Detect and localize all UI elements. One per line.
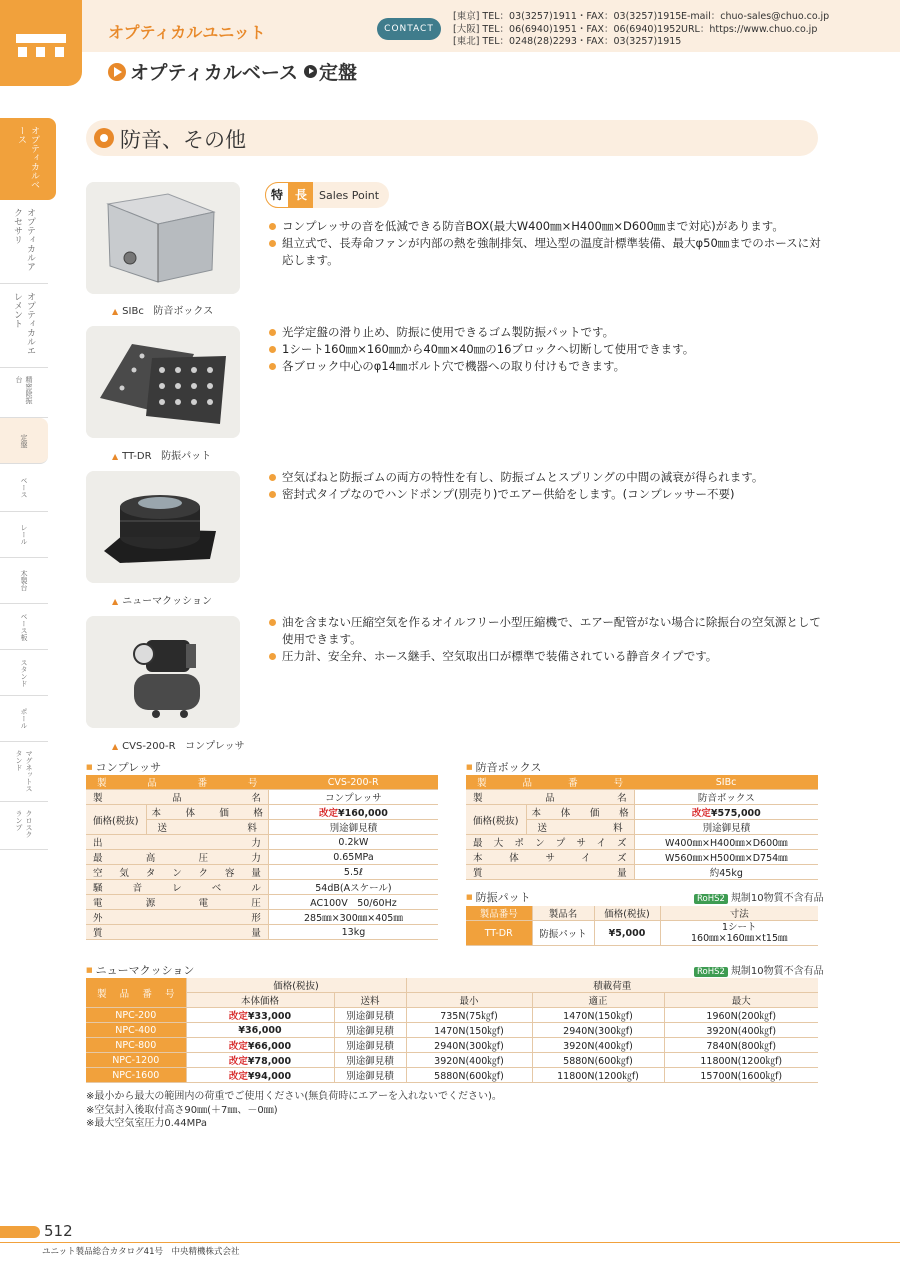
table-row-label: 質量	[466, 865, 634, 880]
body-price-value: 改定¥575,000	[634, 805, 818, 820]
compressor-features	[268, 614, 823, 665]
compressor-image	[86, 616, 240, 728]
cushion-spec-table	[86, 978, 818, 1083]
cushion-features	[268, 469, 823, 503]
breadcrumb-sub: 定盤	[318, 62, 357, 84]
table-row-value: コンプレッサ	[268, 790, 438, 805]
compressor-spec-table	[86, 775, 438, 940]
contact-badge: CONTACT	[377, 18, 441, 40]
sidebar-item-stand[interactable]: スタンド	[0, 650, 48, 696]
feature-bullet: 光学定盤の滑り止め、防振に使用できるゴム製防振パットです。	[268, 324, 823, 341]
sidebar-item-magnet-stand[interactable]: マグネットスタンド	[0, 742, 48, 802]
page-number: 512	[44, 1222, 73, 1240]
cushion-code: NPC-1600	[86, 1068, 186, 1083]
soundbox-caption	[112, 302, 213, 317]
col-header: 製品番号	[466, 906, 532, 921]
cushion-table-title: ■ ニューマクッション	[86, 962, 194, 978]
table-row-value: 約45kg	[634, 865, 818, 880]
cushion-min: 2940N(300㎏f)	[406, 1038, 532, 1053]
body-price-label: 本体価格	[526, 805, 634, 820]
cushion-max: 15700N(1600㎏f)	[664, 1068, 818, 1083]
rohs-text: 規制10物質不含有品	[730, 893, 824, 904]
cushion-image	[86, 471, 240, 583]
table-row-value: 13kg	[268, 925, 438, 940]
table-row-label: 本体サイズ	[466, 850, 634, 865]
cushion-opt: 1470N(150㎏f)	[532, 1008, 664, 1023]
feature-bullet: 各ブロック中心のφ14㎜ボルト穴で機器への取り付けもできます。	[268, 358, 823, 375]
soundbox-table-title: ■ 防音ボックス	[466, 759, 542, 775]
table-header-label: 製品番号	[86, 775, 268, 790]
table-row-label: 騒音レベル	[86, 880, 268, 895]
cushion-max: 3920N(400㎏f)	[664, 1023, 818, 1038]
triangle-up-icon: ▲	[112, 307, 119, 316]
cushion-ship: 別途御見積	[334, 1023, 406, 1038]
table-row-label: 製品名	[86, 790, 268, 805]
tel-block	[453, 11, 681, 49]
sales-point-char-2: 長	[289, 182, 313, 208]
sidebar-item-pole[interactable]: ポール	[0, 696, 48, 742]
sidebar-item-rail[interactable]: レール	[0, 512, 48, 558]
shipping-label: 送料	[146, 820, 268, 835]
table-row-label: 空気タンク容量	[86, 865, 268, 880]
cushion-name: ニューマクッション	[122, 596, 212, 607]
cushion-code: NPC-800	[86, 1038, 186, 1053]
cushion-min: 735N(75㎏f)	[406, 1008, 532, 1023]
table-header-value: SIBc	[634, 775, 818, 790]
pad-code: TT-DR	[466, 921, 532, 946]
col-header-code: 製品番号	[86, 978, 186, 1008]
compressor-table-title: ■ コンプレッサ	[86, 759, 161, 775]
section-title-text: 防音、その他	[120, 128, 246, 152]
feature-bullet: 空気ばねと防振ゴムの両方の特性を有し、防振ゴムとスプリングの中間の減衰が得られます。	[268, 469, 823, 486]
breadcrumb	[108, 58, 357, 85]
cushion-price: 改定¥33,000	[186, 1008, 334, 1023]
col-header: 製品名	[532, 906, 594, 921]
col-header-load: 積載荷重	[406, 978, 818, 993]
rohs-note	[694, 889, 824, 904]
sidebar-item-base-plate[interactable]: ベース板	[0, 604, 48, 650]
body-price-label: 本体価格	[146, 805, 268, 820]
cushion-price: 改定¥94,000	[186, 1068, 334, 1083]
table-row	[86, 1068, 818, 1083]
page-footer	[0, 1242, 900, 1257]
cushion-ship: 別途御見積	[334, 1038, 406, 1053]
cushion-opt: 2940N(300㎏f)	[532, 1023, 664, 1038]
table-icon	[16, 34, 66, 58]
shipping-value: 別途御見積	[634, 820, 818, 835]
cushion-min: 3920N(400㎏f)	[406, 1053, 532, 1068]
table-row-label: 製品名	[466, 790, 634, 805]
cushion-ship: 別途御見積	[334, 1068, 406, 1083]
table-row-label: 質量	[86, 925, 268, 940]
compressor-code: CVS-200-R	[122, 741, 176, 752]
shipping-value: 別途御見積	[268, 820, 438, 835]
cushion-min: 5880N(600㎏f)	[406, 1068, 532, 1083]
section-title	[86, 120, 818, 156]
pad-name: 防振パット	[532, 921, 594, 946]
footer-text: ユニット製品総合カタログ41号 中央精機株式会社	[42, 1247, 240, 1257]
table-row-value: 54dB(Aスケール)	[268, 880, 438, 895]
cushion-ship: 別途御見積	[334, 1053, 406, 1068]
url-text: URL：https://www.chuo.co.jp	[681, 23, 818, 35]
sidebar-item-optical-accessory[interactable]: オプティカルアクセサリ	[0, 200, 48, 284]
page-number-bar	[0, 1226, 40, 1238]
cushion-max: 11800N(1200㎏f)	[664, 1053, 818, 1068]
sidebar-item-optical-table[interactable]: 定盤	[0, 418, 48, 464]
email-text: E-mail：chuo-sales@chuo.co.jp	[681, 11, 830, 22]
cushion-min: 1470N(150㎏f)	[406, 1023, 532, 1038]
cushion-code: NPC-400	[86, 1023, 186, 1038]
triangle-up-icon: ▲	[112, 452, 119, 461]
sidebar-item-wooden-stand[interactable]: 木製台	[0, 558, 48, 604]
sales-point-label: Sales Point	[319, 188, 380, 202]
col-header-opt: 適正	[532, 993, 664, 1008]
feature-bullet: 圧力計、安全弁、ホース継手、空気取出口が標準で装備されている静音タイプです。	[268, 648, 823, 665]
rohs-note	[694, 962, 824, 977]
cushion-code: NPC-1200	[86, 1053, 186, 1068]
sidebar-item-optical-base[interactable]: オプティカルベース	[0, 118, 56, 200]
col-header-min: 最小	[406, 993, 532, 1008]
pad-image	[86, 326, 240, 438]
feature-bullet: 密封式タイプなのでハンドポンプ(別売り)でエアー供給をします。(コンプレッサー不要)	[268, 486, 823, 503]
breadcrumb-main: オプティカルベース	[130, 62, 298, 84]
cushion-code: NPC-200	[86, 1008, 186, 1023]
col-header-max: 最大	[664, 993, 818, 1008]
table-row-value: 0.65MPa	[268, 850, 438, 865]
sidebar-item-cross-clamp[interactable]: クロスクランプ	[0, 802, 48, 850]
pad-name: 防振パット	[161, 451, 212, 462]
table-row-value: 0.2kW	[268, 835, 438, 850]
feature-bullet: 1シート160㎜×160㎜から40㎜×40㎜の16ブロックへ切断して使用できます。	[268, 341, 823, 358]
soundbox-image	[86, 182, 240, 294]
footnote: ※最大空気室圧力0.44MPa	[86, 1118, 207, 1129]
cushion-opt: 3920N(400㎏f)	[532, 1038, 664, 1053]
tel-osaka: [大阪] TEL：06(6940)1951・FAX：06(6940)1952	[453, 23, 682, 35]
price-label: 価格(税抜)	[86, 805, 146, 835]
table-row-value: 285㎜×300㎜×405㎜	[268, 910, 438, 925]
col-header: 寸法	[660, 906, 818, 921]
cushion-price: 改定¥78,000	[186, 1053, 334, 1068]
pad-dimensions: 1シート 160㎜×160㎜×t15㎜	[660, 921, 818, 946]
sales-point-badge	[265, 182, 389, 208]
table-row-label: 出力	[86, 835, 268, 850]
pad-table-title: ■ 防振パット	[466, 889, 531, 905]
pad-code: TT-DR	[122, 451, 152, 462]
sidebar-index	[0, 118, 56, 850]
feature-bullet: 組立式で、長寿命ファンが内部の熱を強制排気、埋込型の温度計標準装備、最大φ50㎜までのホースに対応します。	[268, 235, 823, 269]
feature-bullet: 油を含まない圧縮空気を作るオイルフリー小型圧縮機で、エアー配管がない場合に除振台の空気源として使用できます。	[268, 614, 823, 648]
table-row-label: 最高圧力	[86, 850, 268, 865]
web-block	[681, 11, 829, 36]
feature-bullet: コンプレッサの音を低減できる防音BOX(最大W400㎜×H400㎜×D600㎜まで対応)があります。	[268, 218, 823, 235]
table-row	[86, 1053, 818, 1068]
table-header-value: CVS-200-R	[268, 775, 438, 790]
tel-tohoku: [東北] TEL：0248(28)2293・FAX：03(3257)1915	[453, 36, 682, 47]
tel-tokyo: [東京] TEL：03(3257)1911・FAX：03(3257)1915	[453, 11, 682, 22]
col-header-body: 本体価格	[186, 993, 334, 1008]
pad-spec-table	[466, 906, 818, 946]
triangle-up-icon: ▲	[112, 742, 119, 751]
pad-features	[268, 324, 823, 375]
table-row-value: 防音ボックス	[634, 790, 818, 805]
soundbox-features	[268, 218, 823, 269]
bullet-circle-icon	[94, 128, 114, 148]
soundbox-spec-table	[466, 775, 818, 880]
play-arrow-small-icon	[304, 65, 317, 78]
col-header-ship: 送料	[334, 993, 406, 1008]
pad-caption	[112, 447, 211, 462]
table-row-label: 最大ポンプサイズ	[466, 835, 634, 850]
table-row-label: 電源電圧	[86, 895, 268, 910]
triangle-up-icon: ▲	[112, 597, 119, 606]
sales-point-char-1: 特	[265, 182, 289, 208]
table-row-value: AC100V 50/60Hz	[268, 895, 438, 910]
shipping-label: 送料	[526, 820, 634, 835]
table-row-label: 外形	[86, 910, 268, 925]
table-row-value: W400㎜×H400㎜×D600㎜	[634, 835, 818, 850]
play-arrow-icon	[108, 63, 126, 81]
body-price-value: 改定¥160,000	[268, 805, 438, 820]
cushion-max: 7840N(800㎏f)	[664, 1038, 818, 1053]
rohs-badge: RoHS2	[694, 894, 728, 904]
cushion-max: 1960N(200㎏f)	[664, 1008, 818, 1023]
footnotes	[86, 1090, 502, 1131]
cushion-opt: 5880N(600㎏f)	[532, 1053, 664, 1068]
footnote: ※空気封入後取付高さ90㎜(＋7㎜、－0㎜)	[86, 1104, 278, 1116]
table-row	[86, 1023, 818, 1038]
table-row	[86, 1038, 818, 1053]
soundbox-name: 防音ボックス	[153, 306, 214, 317]
sidebar-item-optical-element[interactable]: オプティカルエレメント	[0, 284, 48, 368]
cushion-price: ¥36,000	[186, 1023, 334, 1038]
sidebar-item-precision-isolation[interactable]: 精密除振台	[0, 368, 48, 418]
col-header: 価格(税抜)	[594, 906, 660, 921]
cushion-caption	[112, 592, 212, 607]
footnote: ※最小から最大の範囲内の荷重でご使用ください(無負荷時にエアーを入れないでください)。	[86, 1091, 502, 1102]
cushion-price: 改定¥66,000	[186, 1038, 334, 1053]
price-label: 価格(税抜)	[466, 805, 526, 835]
cushion-opt: 11800N(1200㎏f)	[532, 1068, 664, 1083]
soundbox-code: SIBc	[122, 306, 144, 317]
unit-title: オプティカルユニット	[108, 23, 266, 42]
compressor-caption	[112, 737, 245, 752]
table-row-value: W560㎜×H500㎜×D754㎜	[634, 850, 818, 865]
cushion-ship: 別途御見積	[334, 1008, 406, 1023]
rohs-text: 規制10物質不含有品	[730, 966, 824, 977]
col-header-price: 価格(税抜)	[186, 978, 406, 993]
table-header-label: 製品番号	[466, 775, 634, 790]
unit-logo-tab	[0, 0, 82, 86]
table-row	[86, 1008, 818, 1023]
sidebar-item-base[interactable]: ベース	[0, 464, 48, 512]
compressor-name: コンプレッサ	[185, 741, 245, 752]
table-row-value: 5.5ℓ	[268, 865, 438, 880]
pad-price: ¥5,000	[594, 921, 660, 946]
rohs-badge: RoHS2	[694, 967, 728, 977]
